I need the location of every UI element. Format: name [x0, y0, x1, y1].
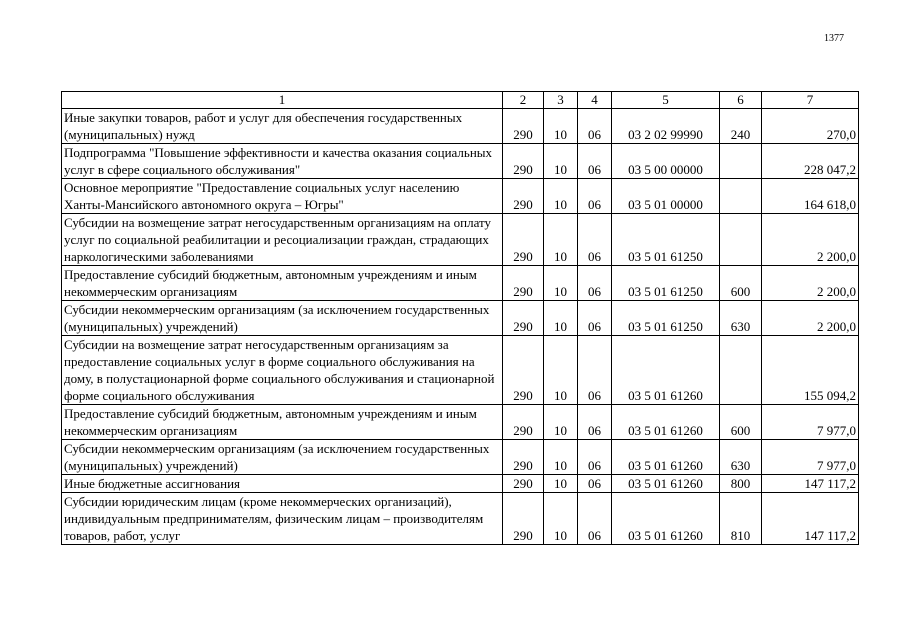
item-name-cell: Субсидии на возмещение затрат негосударственным организациям на оплату услуг по социальной реабилитации и ресоциализации граждан, страдающих наркологическими заболеваниями [62, 214, 503, 266]
code-cell: 600 [720, 266, 762, 301]
code-cell: 290 [503, 301, 544, 336]
item-name-cell: Субсидии на возмещение затрат негосударственным организациям за предоставление социальных услуг в форме социального обслуживания на дому, в полустационарной форме социального обслуживания и стационарной форме социального обслуживания [62, 336, 503, 405]
code-cell: 03 5 01 61260 [612, 475, 720, 493]
column-header: 3 [544, 92, 578, 109]
column-header: 6 [720, 92, 762, 109]
amount-cell: 155 094,2 [762, 336, 859, 405]
code-cell: 10 [544, 405, 578, 440]
code-cell: 03 5 01 00000 [612, 179, 720, 214]
code-cell: 290 [503, 144, 544, 179]
code-cell: 800 [720, 475, 762, 493]
code-cell: 10 [544, 475, 578, 493]
item-name-cell: Основное мероприятие "Предоставление социальных услуг населению Ханты-Мансийского автономного округа – Югры" [62, 179, 503, 214]
code-cell: 03 5 01 61250 [612, 266, 720, 301]
table-row [62, 405, 859, 440]
code-cell: 10 [544, 266, 578, 301]
amount-cell: 147 117,2 [762, 493, 859, 545]
code-cell: 290 [503, 336, 544, 405]
table-body [62, 109, 859, 545]
code-cell [720, 214, 762, 266]
code-cell: 630 [720, 440, 762, 475]
amount-cell: 2 200,0 [762, 214, 859, 266]
amount-cell: 7 977,0 [762, 405, 859, 440]
code-cell: 03 5 01 61260 [612, 493, 720, 545]
amount-cell: 2 200,0 [762, 266, 859, 301]
code-cell: 06 [578, 179, 612, 214]
table-header-row [62, 92, 859, 109]
code-cell: 03 2 02 99990 [612, 109, 720, 144]
code-cell: 290 [503, 179, 544, 214]
table-row [62, 179, 859, 214]
table-row [62, 214, 859, 266]
item-name-cell: Иные закупки товаров, работ и услуг для обеспечения государственных (муниципальных) нужд [62, 109, 503, 144]
item-name-cell: Подпрограмма "Повышение эффективности и качества оказания социальных услуг в сфере социального обслуживания" [62, 144, 503, 179]
table-row [62, 109, 859, 144]
item-name-cell: Субсидии некоммерческим организациям (за исключением государственных (муниципальных) учреждений) [62, 440, 503, 475]
code-cell: 06 [578, 144, 612, 179]
code-cell: 290 [503, 493, 544, 545]
code-cell: 10 [544, 336, 578, 405]
code-cell: 06 [578, 440, 612, 475]
code-cell: 06 [578, 336, 612, 405]
code-cell: 290 [503, 440, 544, 475]
column-header: 4 [578, 92, 612, 109]
code-cell [720, 336, 762, 405]
code-cell: 03 5 01 61260 [612, 440, 720, 475]
item-name-cell: Предоставление субсидий бюджетным, автономным учреждениям и иным некоммерческим организациям [62, 405, 503, 440]
table-row [62, 493, 859, 545]
code-cell: 10 [544, 144, 578, 179]
code-cell: 290 [503, 109, 544, 144]
code-cell: 03 5 01 61260 [612, 405, 720, 440]
code-cell: 10 [544, 179, 578, 214]
budget-table [61, 91, 859, 545]
code-cell: 240 [720, 109, 762, 144]
code-cell: 290 [503, 475, 544, 493]
amount-cell: 7 977,0 [762, 440, 859, 475]
code-cell: 06 [578, 405, 612, 440]
code-cell: 10 [544, 214, 578, 266]
code-cell: 06 [578, 266, 612, 301]
code-cell: 290 [503, 266, 544, 301]
column-header: 7 [762, 92, 859, 109]
code-cell: 810 [720, 493, 762, 545]
code-cell: 06 [578, 214, 612, 266]
code-cell [720, 144, 762, 179]
table-row [62, 266, 859, 301]
code-cell: 06 [578, 493, 612, 545]
item-name-cell: Субсидии некоммерческим организациям (за исключением государственных (муниципальных) учреждений) [62, 301, 503, 336]
code-cell: 290 [503, 405, 544, 440]
code-cell: 03 5 01 61250 [612, 301, 720, 336]
amount-cell: 147 117,2 [762, 475, 859, 493]
code-cell: 03 5 00 00000 [612, 144, 720, 179]
code-cell: 630 [720, 301, 762, 336]
code-cell [720, 179, 762, 214]
item-name-cell: Субсидии юридическим лицам (кроме некоммерческих организаций), индивидуальным предпринимателям, физическим лицам – производителям товаров, работ, услуг [62, 493, 503, 545]
code-cell: 10 [544, 493, 578, 545]
table-row [62, 440, 859, 475]
table-row [62, 301, 859, 336]
table-row [62, 336, 859, 405]
item-name-cell: Иные бюджетные ассигнования [62, 475, 503, 493]
code-cell: 290 [503, 214, 544, 266]
code-cell: 06 [578, 301, 612, 336]
item-name-cell: Предоставление субсидий бюджетным, автономным учреждениям и иным некоммерческим организациям [62, 266, 503, 301]
amount-cell: 164 618,0 [762, 179, 859, 214]
table-row [62, 144, 859, 179]
column-header: 5 [612, 92, 720, 109]
table-row [62, 475, 859, 493]
amount-cell: 2 200,0 [762, 301, 859, 336]
code-cell: 03 5 01 61260 [612, 336, 720, 405]
page-number: 1377 [824, 33, 844, 44]
code-cell: 03 5 01 61250 [612, 214, 720, 266]
column-header: 2 [503, 92, 544, 109]
code-cell: 06 [578, 475, 612, 493]
code-cell: 10 [544, 301, 578, 336]
amount-cell: 270,0 [762, 109, 859, 144]
code-cell: 06 [578, 109, 612, 144]
column-header: 1 [62, 92, 503, 109]
code-cell: 10 [544, 109, 578, 144]
code-cell: 600 [720, 405, 762, 440]
amount-cell: 228 047,2 [762, 144, 859, 179]
code-cell: 10 [544, 440, 578, 475]
